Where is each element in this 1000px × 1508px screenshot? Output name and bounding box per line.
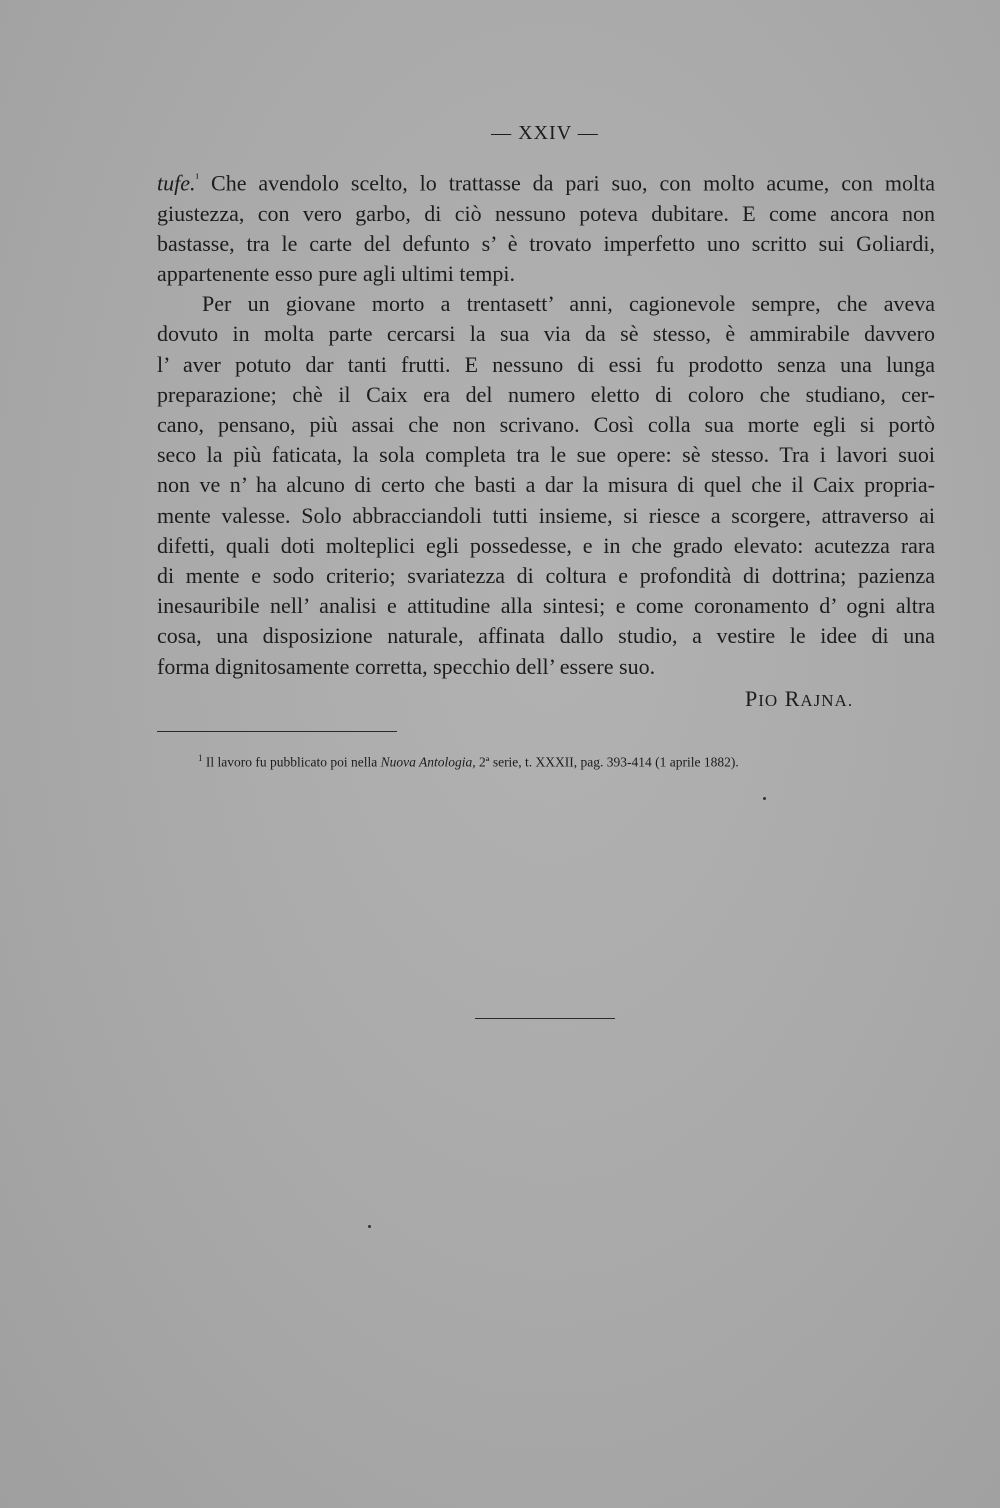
footnote-reference-mark: ¹ xyxy=(195,171,200,185)
footnote-text-before: Il lavoro fu pubblicato poi nella xyxy=(202,754,381,770)
text-line-1 xyxy=(157,163,935,199)
signature-first-initial: P xyxy=(745,686,759,711)
text-line-8: preparazione; chè il Caix era del numero eletto di coloro che studiano, cer- xyxy=(157,381,935,407)
footnote xyxy=(198,753,739,771)
signature-first-rest: IO xyxy=(758,691,779,710)
text-line-7: l’ aver potuto dar tanti frutti. E nessuno di essi fu prodotto senza una lunga xyxy=(157,351,935,377)
main-text xyxy=(157,163,935,682)
text-line-3: bastasse, tra le carte del defunto s’ è trovato imperfetto uno scritto sui Goliardi, xyxy=(157,230,935,256)
text-line-15: inesauribile nell’ analisi e attitudine alla sintesi; e come coronamento d’ ogni altra xyxy=(157,593,935,619)
text-line-16: cosa, una disposizione naturale, affinata dallo studio, a vestire le idee di una xyxy=(157,623,935,649)
text-line-6: dovuto in molta parte cercarsi la sua via da sè stesso, è ammirabile davvero xyxy=(157,321,935,347)
footnote-divider xyxy=(157,731,397,732)
author-signature xyxy=(745,686,853,712)
text-line-1-rest: Che avendolo scelto, lo trattasse da pari suo, con molto acume, con molta xyxy=(199,170,935,196)
text-line-5: Per un giovane morto a trentasett’ anni, cagionevole sempre, che aveva xyxy=(202,291,935,317)
end-divider xyxy=(475,1018,615,1019)
paper-speck xyxy=(368,1225,371,1228)
footnote-journal-title: Nuova Antologia, xyxy=(380,754,476,770)
text-line-12: mente valesse. Solo abbracciandoli tutti insieme, si riesce a scorgere, attraverso ai xyxy=(157,502,935,528)
paper-speck xyxy=(763,797,766,800)
text-line-17: forma dignitosamente corretta, specchio dell’ essere suo. xyxy=(157,653,656,679)
footnote-marker: 1 xyxy=(198,753,203,763)
signature-last-rest: AJNA. xyxy=(800,691,854,710)
footnote-text-after: 2ª serie, t. XXXII, pag. 393-414 (1 aprile 1882). xyxy=(475,754,739,770)
text-line-14: di mente e sodo criterio; svariatezza di coltura e profondità di dottrina; pazienza xyxy=(157,562,935,588)
text-line-13: difetti, quali doti molteplici egli possedesse, e in che grado elevato: acutezza rara xyxy=(157,532,935,558)
text-line-1-lead: tufe. xyxy=(157,170,196,196)
text-line-9: cano, pensano, più assai che non scrivano. Così colla sua morte egli si portò xyxy=(157,411,935,437)
text-line-4: appartenente esso pure agli ultimi tempi. xyxy=(157,260,516,286)
text-line-11: non ve n’ ha alcuno di certo che basti a dar la misura di quel che il Caix propria- xyxy=(157,472,935,498)
page-number-header: — XXIV — xyxy=(491,122,599,144)
text-line-10: seco la più faticata, la sola completa tra le sue opere: sè stesso. Tra i lavori suoi xyxy=(157,442,935,468)
text-line-2: giustezza, con vero garbo, di ciò nessuno poteva dubitare. E come ancora non xyxy=(157,200,935,226)
signature-last-initial: R xyxy=(784,686,801,711)
